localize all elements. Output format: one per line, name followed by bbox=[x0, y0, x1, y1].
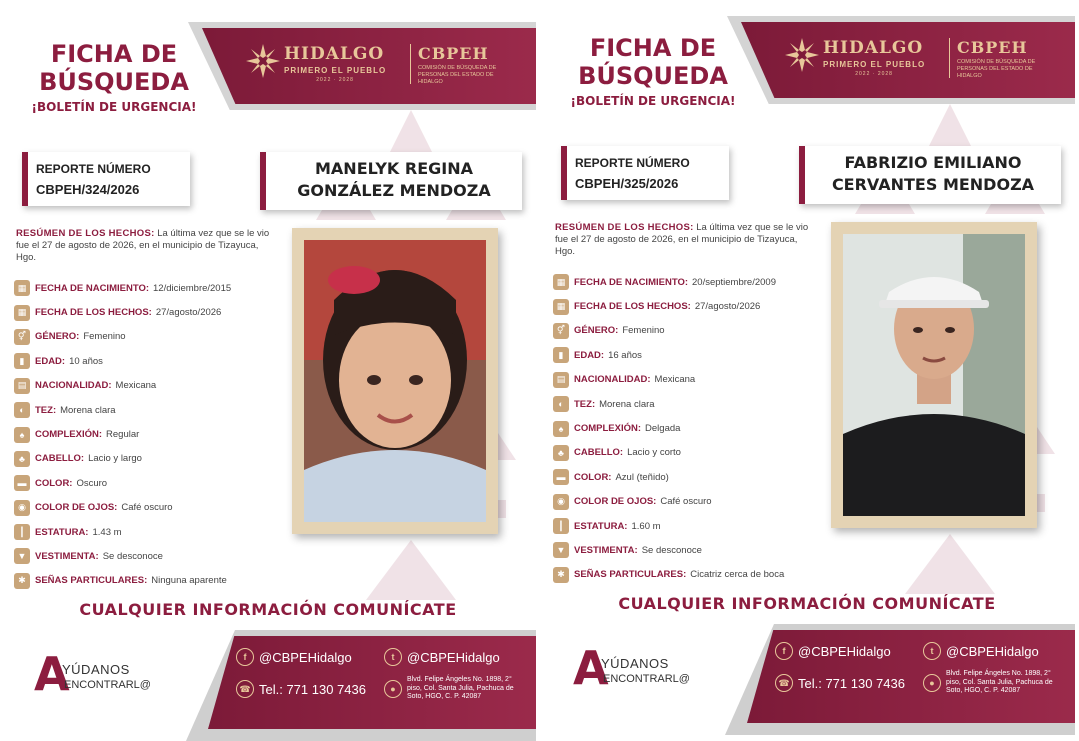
detail-row bbox=[553, 490, 823, 514]
detail-value: Mexicana bbox=[654, 374, 696, 386]
detail-value: Cicatriz cerca de boca bbox=[690, 569, 785, 581]
detail-row bbox=[553, 319, 823, 343]
detail-value: Femenino bbox=[83, 331, 126, 343]
facebook-contact[interactable] bbox=[236, 648, 352, 666]
details-list bbox=[553, 270, 823, 587]
brand-motto: PRIMERO EL PUEBLO bbox=[823, 60, 926, 69]
portrait-illustration bbox=[304, 240, 486, 522]
photo-frame bbox=[831, 222, 1037, 528]
twitter-icon: t bbox=[384, 648, 402, 666]
detail-row bbox=[553, 514, 823, 538]
brand-agency bbox=[957, 38, 1057, 80]
summary bbox=[16, 228, 278, 264]
id-card-icon: ▤ bbox=[553, 372, 569, 388]
detail-value: 12/diciembre/2015 bbox=[153, 282, 232, 294]
address-contact bbox=[923, 670, 1058, 696]
detail-value: Femenino bbox=[622, 325, 665, 337]
body-icon: ♠ bbox=[553, 421, 569, 437]
detail-value: Mexicana bbox=[115, 380, 157, 392]
summary-label: RESÚMEN DE LOS HECHOS: bbox=[16, 228, 155, 239]
headline-title-2: BÚSQUEDA bbox=[39, 68, 189, 96]
detail-row bbox=[553, 416, 823, 440]
phone-number[interactable]: Tel.: 771 130 7436 bbox=[798, 675, 905, 691]
brand-hidalgo bbox=[284, 44, 386, 83]
facebook-handle[interactable]: @CBPEHidalgo bbox=[259, 649, 352, 665]
detail-row bbox=[14, 374, 284, 398]
brand-name: HIDALGO bbox=[284, 44, 385, 64]
detail-value: 20/septiembre/2009 bbox=[692, 276, 776, 288]
twitter-contact[interactable] bbox=[384, 648, 500, 666]
search-poster-left bbox=[0, 0, 536, 741]
location-pin-icon: ● bbox=[384, 680, 402, 698]
detail-row bbox=[14, 325, 284, 349]
location-pin-icon: ● bbox=[923, 674, 941, 692]
person-photo bbox=[304, 240, 486, 522]
header-banner bbox=[727, 16, 1075, 104]
shirt-icon: ▼ bbox=[14, 548, 30, 564]
detail-label: ESTATURA: bbox=[574, 520, 628, 532]
report-number: CBPEH/324/2026 bbox=[36, 182, 140, 197]
help-line-2: ENCONTRARL@ bbox=[603, 673, 690, 685]
detail-value: 10 años bbox=[69, 355, 103, 367]
detail-row bbox=[14, 300, 284, 324]
person-name-box bbox=[260, 152, 522, 210]
facebook-handle[interactable]: @CBPEHidalgo bbox=[798, 643, 891, 659]
detail-row bbox=[14, 398, 284, 422]
id-card-icon: ▤ bbox=[14, 378, 30, 394]
sun-logo-icon bbox=[785, 38, 819, 72]
detail-value: 1.43 m bbox=[92, 526, 122, 538]
brand-hidalgo bbox=[823, 38, 925, 77]
detail-label: FECHA DE NACIMIENTO: bbox=[574, 276, 688, 288]
detail-row bbox=[14, 349, 284, 373]
summary-text: La última vez que se le vio fue el 27 de agosto de 2026, en el municipio de Tizayuca, Hgo. bbox=[16, 228, 270, 263]
detail-label: SEÑAS PARTICULARES: bbox=[574, 569, 687, 581]
report-number: CBPEH/325/2026 bbox=[575, 176, 679, 191]
detail-label: FECHA DE LOS HECHOS: bbox=[574, 301, 691, 313]
detail-row bbox=[553, 368, 823, 392]
detail-row bbox=[14, 276, 284, 300]
detail-label: ESTATURA: bbox=[35, 526, 89, 538]
eye-icon: ◉ bbox=[14, 500, 30, 516]
detail-value: Café oscuro bbox=[121, 502, 173, 514]
call-to-action: CUALQUIER INFORMACIÓN COMUNÍCATE bbox=[618, 594, 996, 613]
skin-icon: ◐ bbox=[553, 396, 569, 412]
person-photo bbox=[843, 234, 1025, 516]
detail-value: Lacio y corto bbox=[627, 447, 681, 459]
detail-label: NACIONALIDAD: bbox=[574, 374, 651, 386]
mark-icon: ✱ bbox=[553, 567, 569, 583]
detail-row bbox=[14, 496, 284, 520]
detail-value: 1.60 m bbox=[631, 520, 661, 532]
detail-value: 27/agosto/2026 bbox=[155, 307, 222, 319]
headline-title-1: FICHA DE bbox=[589, 34, 717, 62]
brand-years: 2022 · 2028 bbox=[316, 77, 354, 83]
detail-row bbox=[553, 538, 823, 562]
person-name-line-2: GONZÁLEZ MENDOZA bbox=[297, 181, 491, 200]
eye-icon: ◉ bbox=[553, 494, 569, 510]
phone-icon: ☎ bbox=[236, 680, 254, 698]
detail-row bbox=[14, 569, 284, 593]
twitter-handle[interactable]: @CBPEHidalgo bbox=[946, 643, 1039, 659]
detail-row bbox=[553, 465, 823, 489]
color-icon: ▬ bbox=[553, 469, 569, 485]
age-icon: ▮ bbox=[14, 353, 30, 369]
detail-label: FECHA DE LOS HECHOS: bbox=[35, 307, 152, 319]
agency-full: COMISIÓN DE BÚSQUEDA DE PERSONAS DEL ESTADO DE HIDALGO bbox=[418, 65, 497, 85]
detail-value: Delgada bbox=[645, 423, 681, 435]
address-text: Blvd. Felipe Ángeles No. 1898, 2° piso, Col. Santa Julia, Pachuca de Soto, HGO, C. P. 42087 bbox=[946, 670, 1053, 694]
color-icon: ▬ bbox=[14, 475, 30, 491]
person-name-line-1: MANELYK REGINA bbox=[315, 159, 473, 178]
detail-row bbox=[553, 441, 823, 465]
report-box bbox=[561, 146, 729, 200]
detail-value: Se desconoce bbox=[102, 550, 163, 562]
headline bbox=[24, 40, 204, 114]
address-contact bbox=[384, 676, 519, 702]
detail-value: 16 años bbox=[608, 349, 642, 361]
facebook-contact[interactable] bbox=[775, 642, 891, 660]
detail-row bbox=[14, 447, 284, 471]
report-box bbox=[22, 152, 190, 206]
brand-agency bbox=[418, 44, 518, 86]
phone-contact[interactable] bbox=[775, 674, 905, 692]
phone-icon: ☎ bbox=[775, 674, 793, 692]
phone-contact[interactable] bbox=[236, 680, 366, 698]
search-poster-right bbox=[539, 0, 1075, 735]
detail-value: Morena clara bbox=[60, 404, 116, 416]
detail-row bbox=[553, 294, 823, 318]
detail-label: FECHA DE NACIMIENTO: bbox=[35, 282, 149, 294]
detail-label: SEÑAS PARTICULARES: bbox=[35, 575, 148, 587]
detail-row bbox=[553, 563, 823, 587]
detail-label: COLOR: bbox=[574, 471, 612, 483]
facebook-icon: f bbox=[236, 648, 254, 666]
details-list bbox=[14, 276, 284, 593]
agency-abbr: CBPEH bbox=[418, 44, 489, 63]
mark-icon: ✱ bbox=[14, 573, 30, 589]
person-name-box bbox=[799, 146, 1061, 204]
detail-value: Ninguna aparente bbox=[151, 575, 227, 587]
detail-value: Regular bbox=[106, 429, 140, 441]
person-name-line-1: FABRIZIO EMILIANO bbox=[844, 153, 1022, 172]
detail-label: VESTIMENTA: bbox=[35, 550, 99, 562]
detail-row bbox=[14, 471, 284, 495]
detail-value: Lacio y largo bbox=[88, 453, 142, 465]
detail-row bbox=[14, 422, 284, 446]
detail-label: COLOR: bbox=[35, 477, 73, 489]
detail-label: GÉNERO: bbox=[574, 325, 619, 337]
calendar-icon: ▦ bbox=[553, 299, 569, 315]
gender-icon: ⚥ bbox=[553, 323, 569, 339]
summary-label: RESÚMEN DE LOS HECHOS: bbox=[555, 222, 694, 233]
twitter-contact[interactable] bbox=[923, 642, 1039, 660]
sun-logo-icon bbox=[246, 44, 280, 78]
detail-value: 27/agosto/2026 bbox=[694, 301, 761, 313]
hair-icon: ♣ bbox=[553, 445, 569, 461]
agency-full: COMISIÓN DE BÚSQUEDA DE PERSONAS DEL ESTADO DE HIDALGO bbox=[957, 59, 1036, 79]
detail-label: COLOR DE OJOS: bbox=[35, 502, 118, 514]
portrait-illustration bbox=[843, 234, 1025, 516]
brand-divider bbox=[410, 44, 411, 84]
header-banner bbox=[188, 22, 536, 110]
detail-label: TEZ: bbox=[574, 398, 596, 410]
call-to-action: CUALQUIER INFORMACIÓN COMUNÍCATE bbox=[79, 600, 457, 619]
headline bbox=[563, 34, 743, 108]
detail-label: TEZ: bbox=[35, 404, 57, 416]
detail-row bbox=[553, 343, 823, 367]
help-line-1: YÚDANOS bbox=[62, 662, 130, 677]
help-line-2: ENCONTRARL@ bbox=[64, 679, 151, 691]
twitter-handle[interactable]: @CBPEHidalgo bbox=[407, 649, 500, 665]
photo-frame bbox=[292, 228, 498, 534]
help-line-1: YÚDANOS bbox=[601, 656, 669, 671]
headline-title-2: BÚSQUEDA bbox=[578, 62, 728, 90]
headline-title-1: FICHA DE bbox=[50, 40, 178, 68]
age-icon: ▮ bbox=[553, 347, 569, 363]
summary bbox=[555, 222, 817, 258]
brand-years: 2022 · 2028 bbox=[855, 71, 893, 77]
detail-value: Café oscuro bbox=[660, 496, 712, 508]
brand-name: HIDALGO bbox=[823, 38, 924, 58]
detail-row bbox=[14, 520, 284, 544]
hair-icon: ♣ bbox=[14, 451, 30, 467]
agency-abbr: CBPEH bbox=[957, 38, 1028, 57]
help-find-logo bbox=[573, 641, 733, 695]
help-big-letter: A bbox=[34, 647, 70, 701]
brand-divider bbox=[949, 38, 950, 78]
headline-subtitle: ¡BOLETÍN DE URGENCIA! bbox=[31, 100, 197, 114]
report-label: REPORTE NÚMERO bbox=[575, 156, 690, 170]
detail-label: EDAD: bbox=[574, 349, 605, 361]
detail-row bbox=[553, 392, 823, 416]
facebook-icon: f bbox=[775, 642, 793, 660]
detail-label: CABELLO: bbox=[574, 447, 624, 459]
detail-label: COMPLEXIÓN: bbox=[574, 423, 642, 435]
height-icon: ┃ bbox=[14, 524, 30, 540]
help-big-letter: A bbox=[573, 641, 609, 695]
height-icon: ┃ bbox=[553, 518, 569, 534]
report-label: REPORTE NÚMERO bbox=[36, 162, 151, 176]
detail-row bbox=[14, 544, 284, 568]
brand-motto: PRIMERO EL PUEBLO bbox=[284, 66, 387, 75]
gender-icon: ⚥ bbox=[14, 329, 30, 345]
detail-value: Se desconoce bbox=[641, 544, 702, 556]
detail-label: NACIONALIDAD: bbox=[35, 380, 112, 392]
calendar-icon: ▦ bbox=[553, 274, 569, 290]
address-text: Blvd. Felipe Ángeles No. 1898, 2° piso, Col. Santa Julia, Pachuca de Soto, HGO, C. P. 42087 bbox=[407, 676, 514, 700]
summary-text: La última vez que se le vio fue el 27 de agosto de 2026, en el municipio de Tizayuca, Hgo. bbox=[555, 222, 809, 257]
detail-label: COMPLEXIÓN: bbox=[35, 429, 103, 441]
calendar-icon: ▦ bbox=[14, 280, 30, 296]
detail-label: GÉNERO: bbox=[35, 331, 80, 343]
detail-label: COLOR DE OJOS: bbox=[574, 496, 657, 508]
detail-row bbox=[553, 270, 823, 294]
body-icon: ♠ bbox=[14, 427, 30, 443]
detail-label: VESTIMENTA: bbox=[574, 544, 638, 556]
detail-value: Azul (teñido) bbox=[615, 471, 669, 483]
detail-label: EDAD: bbox=[35, 355, 66, 367]
skin-icon: ◐ bbox=[14, 402, 30, 418]
phone-number[interactable]: Tel.: 771 130 7436 bbox=[259, 681, 366, 697]
detail-label: CABELLO: bbox=[35, 453, 85, 465]
detail-value: Morena clara bbox=[599, 398, 655, 410]
headline-subtitle: ¡BOLETÍN DE URGENCIA! bbox=[570, 94, 736, 108]
twitter-icon: t bbox=[923, 642, 941, 660]
detail-value: Oscuro bbox=[76, 477, 108, 489]
calendar-icon: ▦ bbox=[14, 305, 30, 321]
help-find-logo bbox=[34, 647, 194, 701]
person-name-line-2: CERVANTES MENDOZA bbox=[831, 175, 1035, 194]
shirt-icon: ▼ bbox=[553, 542, 569, 558]
